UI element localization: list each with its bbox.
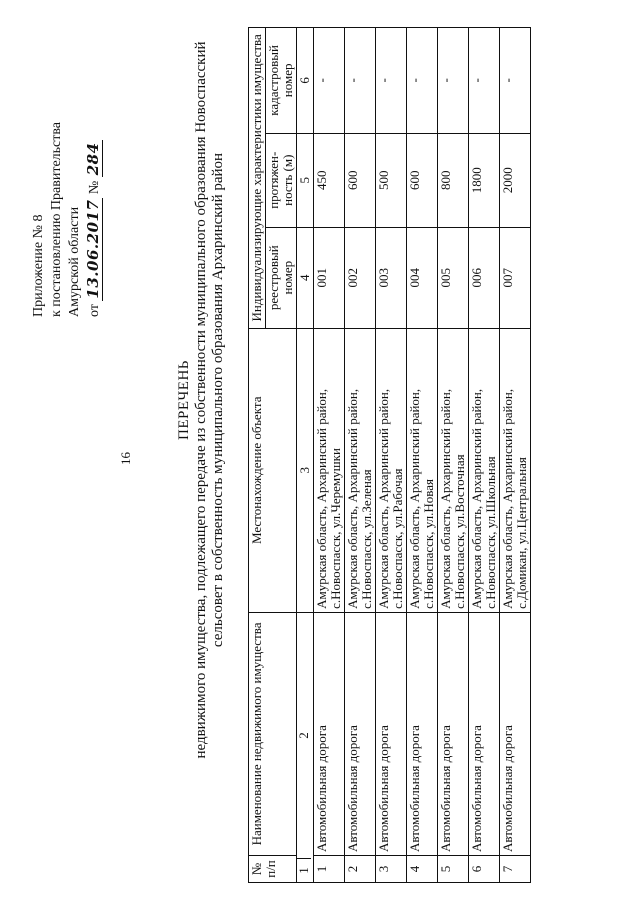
column-number: 1 xyxy=(297,858,311,882)
row-location: Амурская область, Архаринский район, с.Новоспасск, ул.Восточная xyxy=(438,328,469,612)
row-registry: 003 xyxy=(376,227,407,328)
handwritten-number: 284 xyxy=(84,142,102,176)
column-number-cell xyxy=(297,612,314,882)
row-cadastral: - xyxy=(407,28,438,134)
row-length: 600 xyxy=(407,133,438,227)
row-number: 1 xyxy=(314,856,345,883)
document-title xyxy=(176,35,227,765)
header-name: Наименование недвижимого имущества xyxy=(249,612,297,855)
table-row xyxy=(438,28,469,883)
row-name: Автомобильная дорога xyxy=(438,612,469,855)
appendix-line-1: Приложение № 8 xyxy=(31,214,46,317)
handwritten-date: 13.06.2017 xyxy=(84,199,102,299)
row-length: 1800 xyxy=(469,133,500,227)
row-registry: 004 xyxy=(407,227,438,328)
row-number: 5 xyxy=(438,856,469,883)
column-number: 3 xyxy=(297,328,314,612)
row-length: 600 xyxy=(345,133,376,227)
row-cadastral: - xyxy=(469,28,500,134)
row-name: Автомобильная дорога xyxy=(345,612,376,855)
row-number: 3 xyxy=(376,856,407,883)
header-location: Местонахождение объекта xyxy=(249,328,297,612)
appendix-date-line xyxy=(84,122,104,317)
table-row xyxy=(376,28,407,883)
row-name: Автомобильная дорога xyxy=(407,612,438,855)
row-name: Автомобильная дорога xyxy=(314,612,345,855)
row-name: Автомобильная дорога xyxy=(469,612,500,855)
row-name: Автомобильная дорога xyxy=(376,612,407,855)
row-location: Амурская область, Архаринский район, с.Новоспасск, ул.Новая xyxy=(407,328,438,612)
title-line-1: недвижимого имущества, подлежащего передаче из собственности муниципального образования Новоспасский xyxy=(193,41,209,759)
header-characteristics: Индивидуализирующие характеристики имущества xyxy=(249,28,266,329)
row-number: 2 xyxy=(345,856,376,883)
row-cadastral: - xyxy=(500,28,531,134)
header-registry: реестровый номер xyxy=(266,227,297,328)
title-heading: ПЕРЕЧЕНЬ xyxy=(176,360,192,440)
table-row xyxy=(469,28,500,883)
column-number: 6 xyxy=(297,28,314,134)
date-prefix: от xyxy=(87,304,102,317)
column-number: 5 xyxy=(297,133,314,227)
number-prefix: № xyxy=(87,180,102,195)
appendix-line-2: к постановлению Правительства xyxy=(49,121,64,317)
header-length: протяжен- ность (м) xyxy=(266,133,297,227)
row-registry: 007 xyxy=(500,227,531,328)
row-cadastral: - xyxy=(376,28,407,134)
row-length: 800 xyxy=(438,133,469,227)
header-cadastral: кадастровый номер xyxy=(266,28,297,134)
appendix-block xyxy=(30,122,104,317)
row-location: Амурская область, Архаринский район, с.Новоспасск, ул.Зеленая xyxy=(345,328,376,612)
row-location: Амурская область, Архаринский район, с.Домикан, ул.Центральная xyxy=(500,328,531,612)
header-number: № п/п xyxy=(249,856,297,883)
row-registry: 006 xyxy=(469,227,500,328)
row-cadastral: - xyxy=(438,28,469,134)
column-number: 2 xyxy=(296,732,311,739)
row-number: 7 xyxy=(500,856,531,883)
row-length: 450 xyxy=(314,133,345,227)
property-table xyxy=(248,27,531,883)
row-location: Амурская область, Архаринский район, с.Новоспасск, ул.Рабочая xyxy=(376,328,407,612)
page-number: 16 xyxy=(118,452,133,465)
row-cadastral: - xyxy=(314,28,345,134)
row-cadastral: - xyxy=(345,28,376,134)
row-length: 2000 xyxy=(500,133,531,227)
column-number: 4 xyxy=(297,227,314,328)
row-registry: 005 xyxy=(438,227,469,328)
table-row xyxy=(407,28,438,883)
row-name: Автомобильная дорога xyxy=(500,612,531,855)
row-registry: 002 xyxy=(345,227,376,328)
table-row xyxy=(314,28,345,883)
row-registry: 001 xyxy=(314,227,345,328)
row-location: Амурская область, Архаринский район, с.Новоспасск, ул.Школьная xyxy=(469,328,500,612)
title-line-2: сельсовет в собственность муниципального образования Архаринский район xyxy=(210,152,226,648)
row-number: 6 xyxy=(469,856,500,883)
row-location: Амурская область, Архаринский район, с.Новоспасск, ул.Черемушки xyxy=(314,328,345,612)
appendix-line-3: Амурской области xyxy=(67,206,82,317)
row-number: 4 xyxy=(407,856,438,883)
table-row xyxy=(345,28,376,883)
table-row xyxy=(500,28,531,883)
row-length: 500 xyxy=(376,133,407,227)
